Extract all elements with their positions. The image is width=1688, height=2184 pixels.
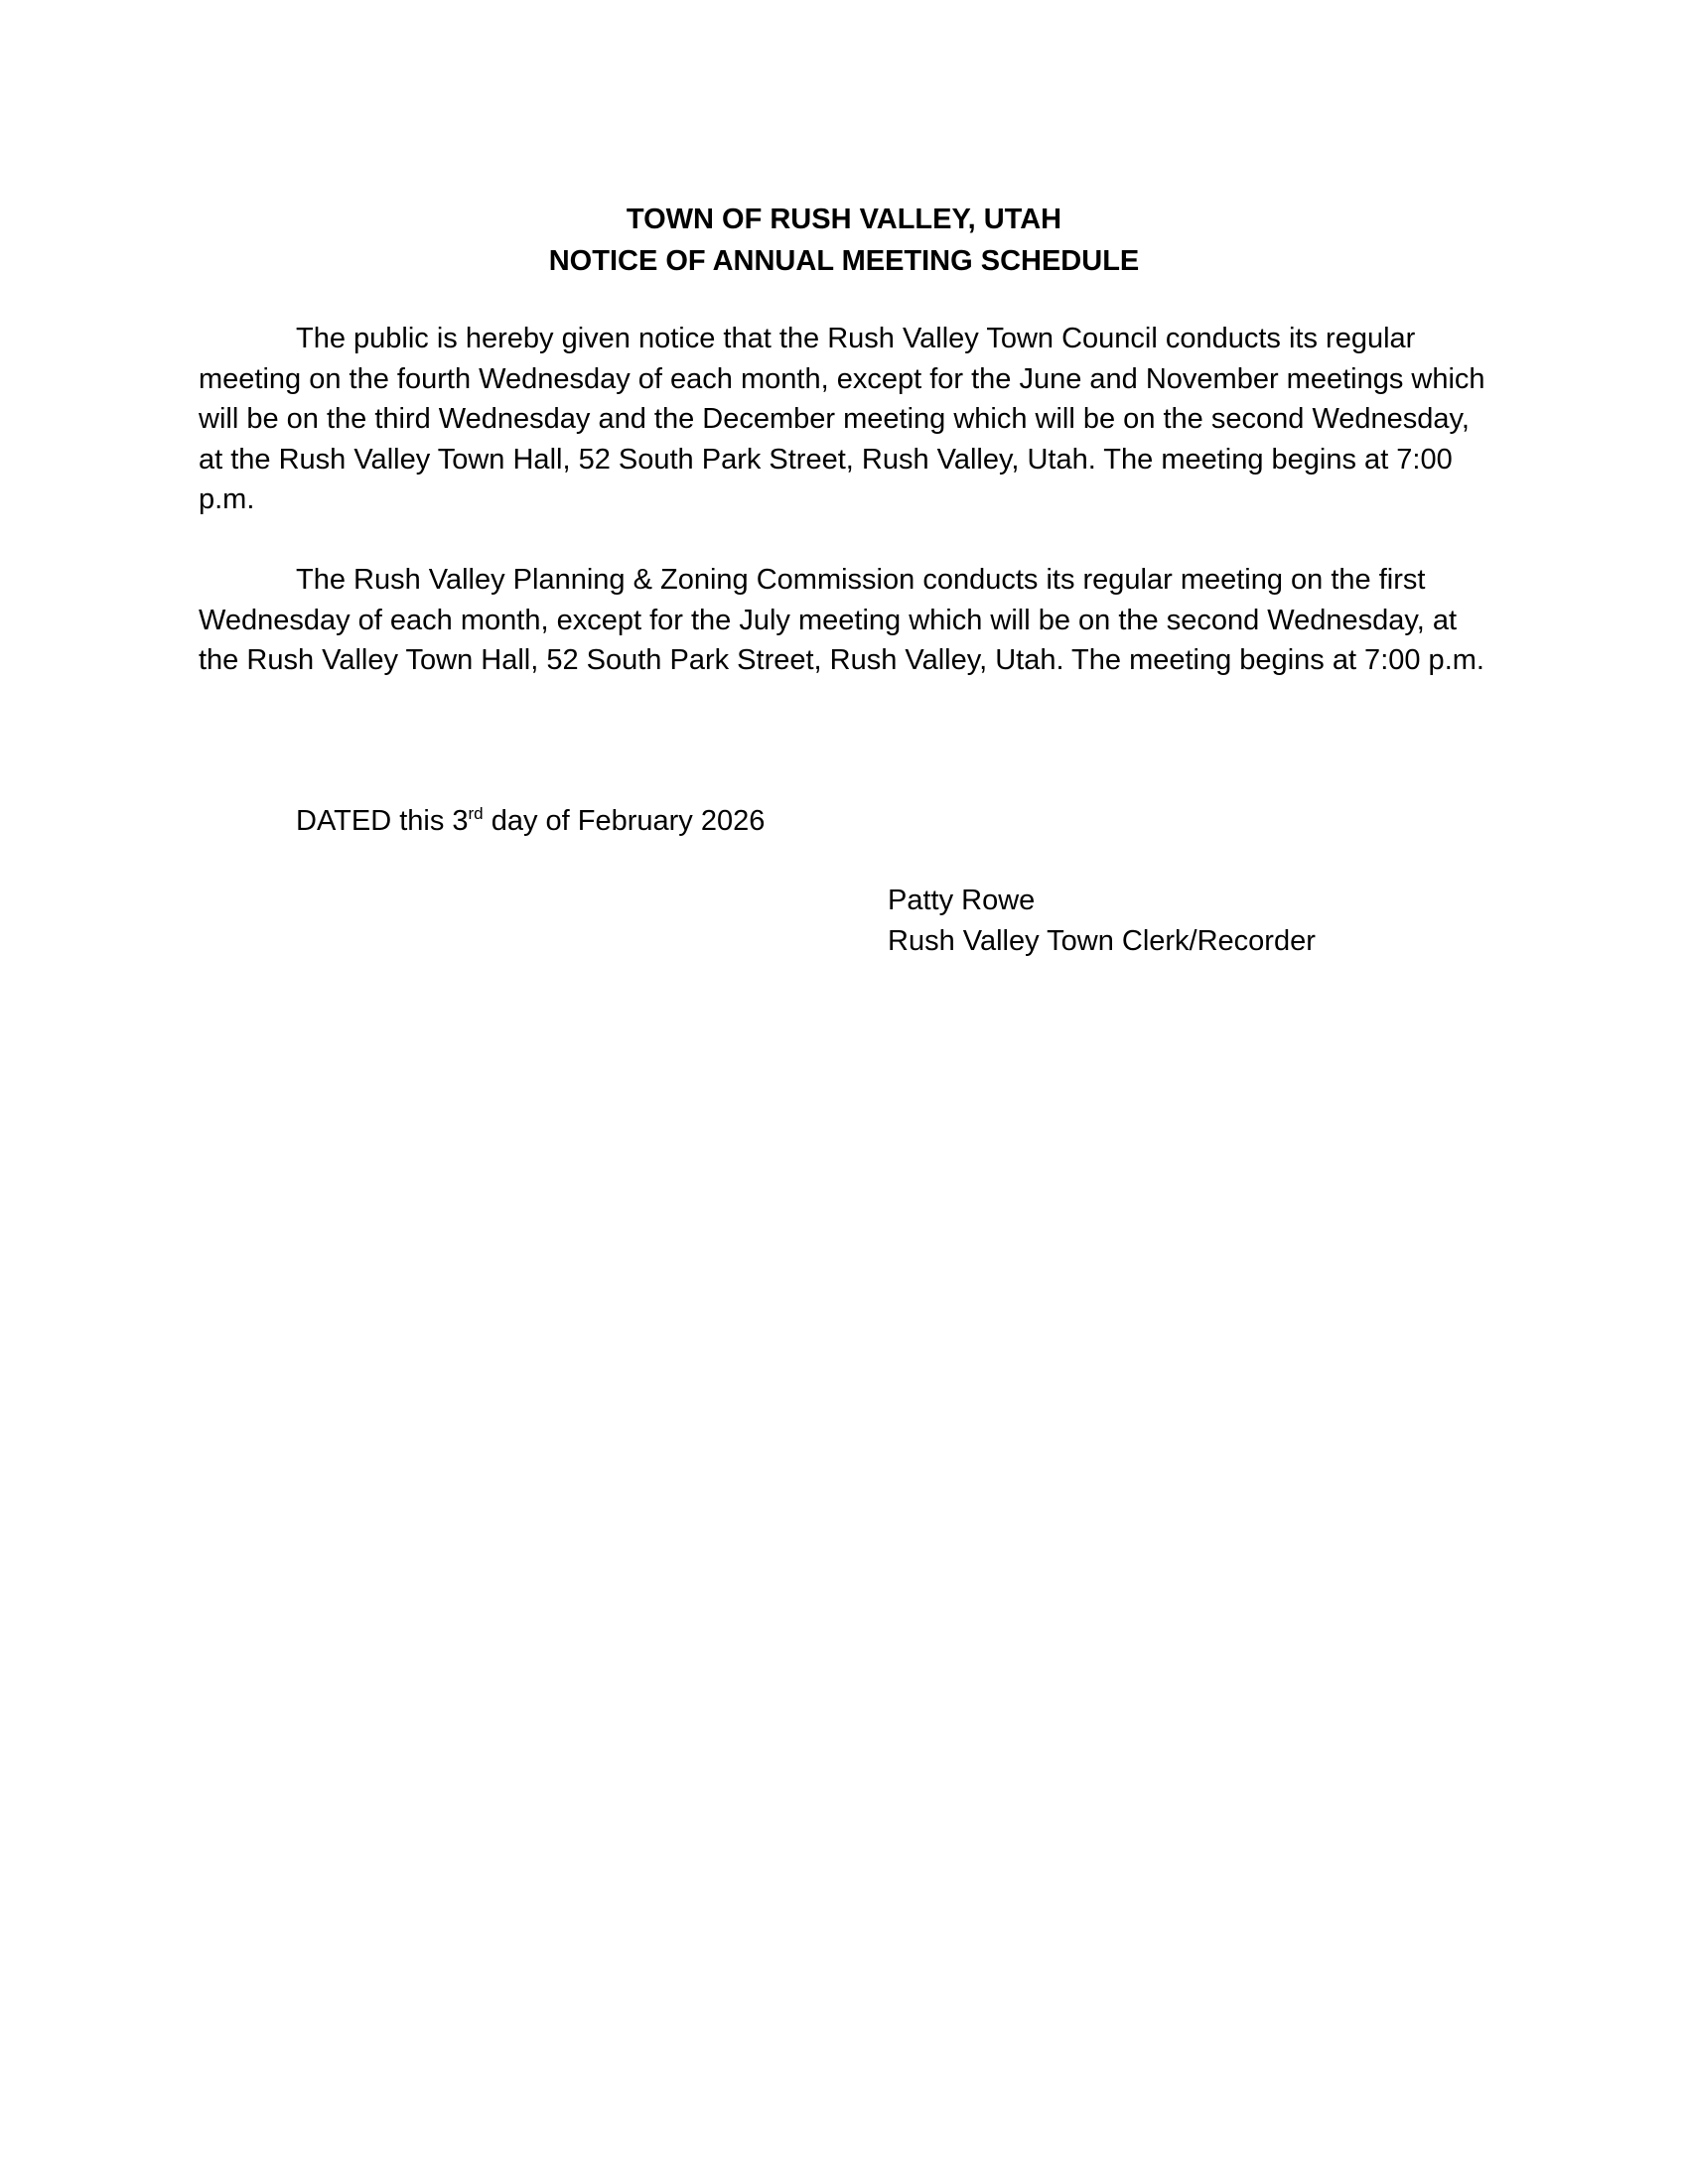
dated-ordinal-suffix: rd: [468, 804, 484, 823]
planning-zoning-paragraph: The Rush Valley Planning & Zoning Commission conducts its regular meeting on the first Wednesday of each month, except for the July meeting which will be on the second Wednesday, at the Rush Valley Town Hall, 52 South Park Street, Rush Valley, Utah. The meeting begins at 7:00 p.m.: [199, 564, 1484, 676]
document-header: [199, 199, 1489, 282]
header-town-title: TOWN OF RUSH VALLEY, UTAH: [626, 204, 1062, 235]
signature-block: [888, 881, 1316, 961]
signer-name: Patty Rowe: [888, 885, 1036, 916]
dated-line: [296, 801, 765, 841]
dated-prefix: DATED this 3: [296, 805, 469, 837]
signer-title: Rush Valley Town Clerk/Recorder: [888, 924, 1316, 957]
dated-rest: day of February 2026: [483, 805, 766, 837]
header-notice-title: NOTICE OF ANNUAL MEETING SCHEDULE: [548, 245, 1140, 277]
town-council-paragraph: The public is hereby given notice that the Rush Valley Town Council conducts its regular meeting on the fourth Wednesday of each month, except for the June and November meetings which will be on the third Wednesday and the December meeting which will be on the second Wednesday, at the Rush Valley Town Hall, 52 South Park Street, Rush Valley, Utah. The meeting begins at 7:00 p.m.: [199, 323, 1485, 515]
